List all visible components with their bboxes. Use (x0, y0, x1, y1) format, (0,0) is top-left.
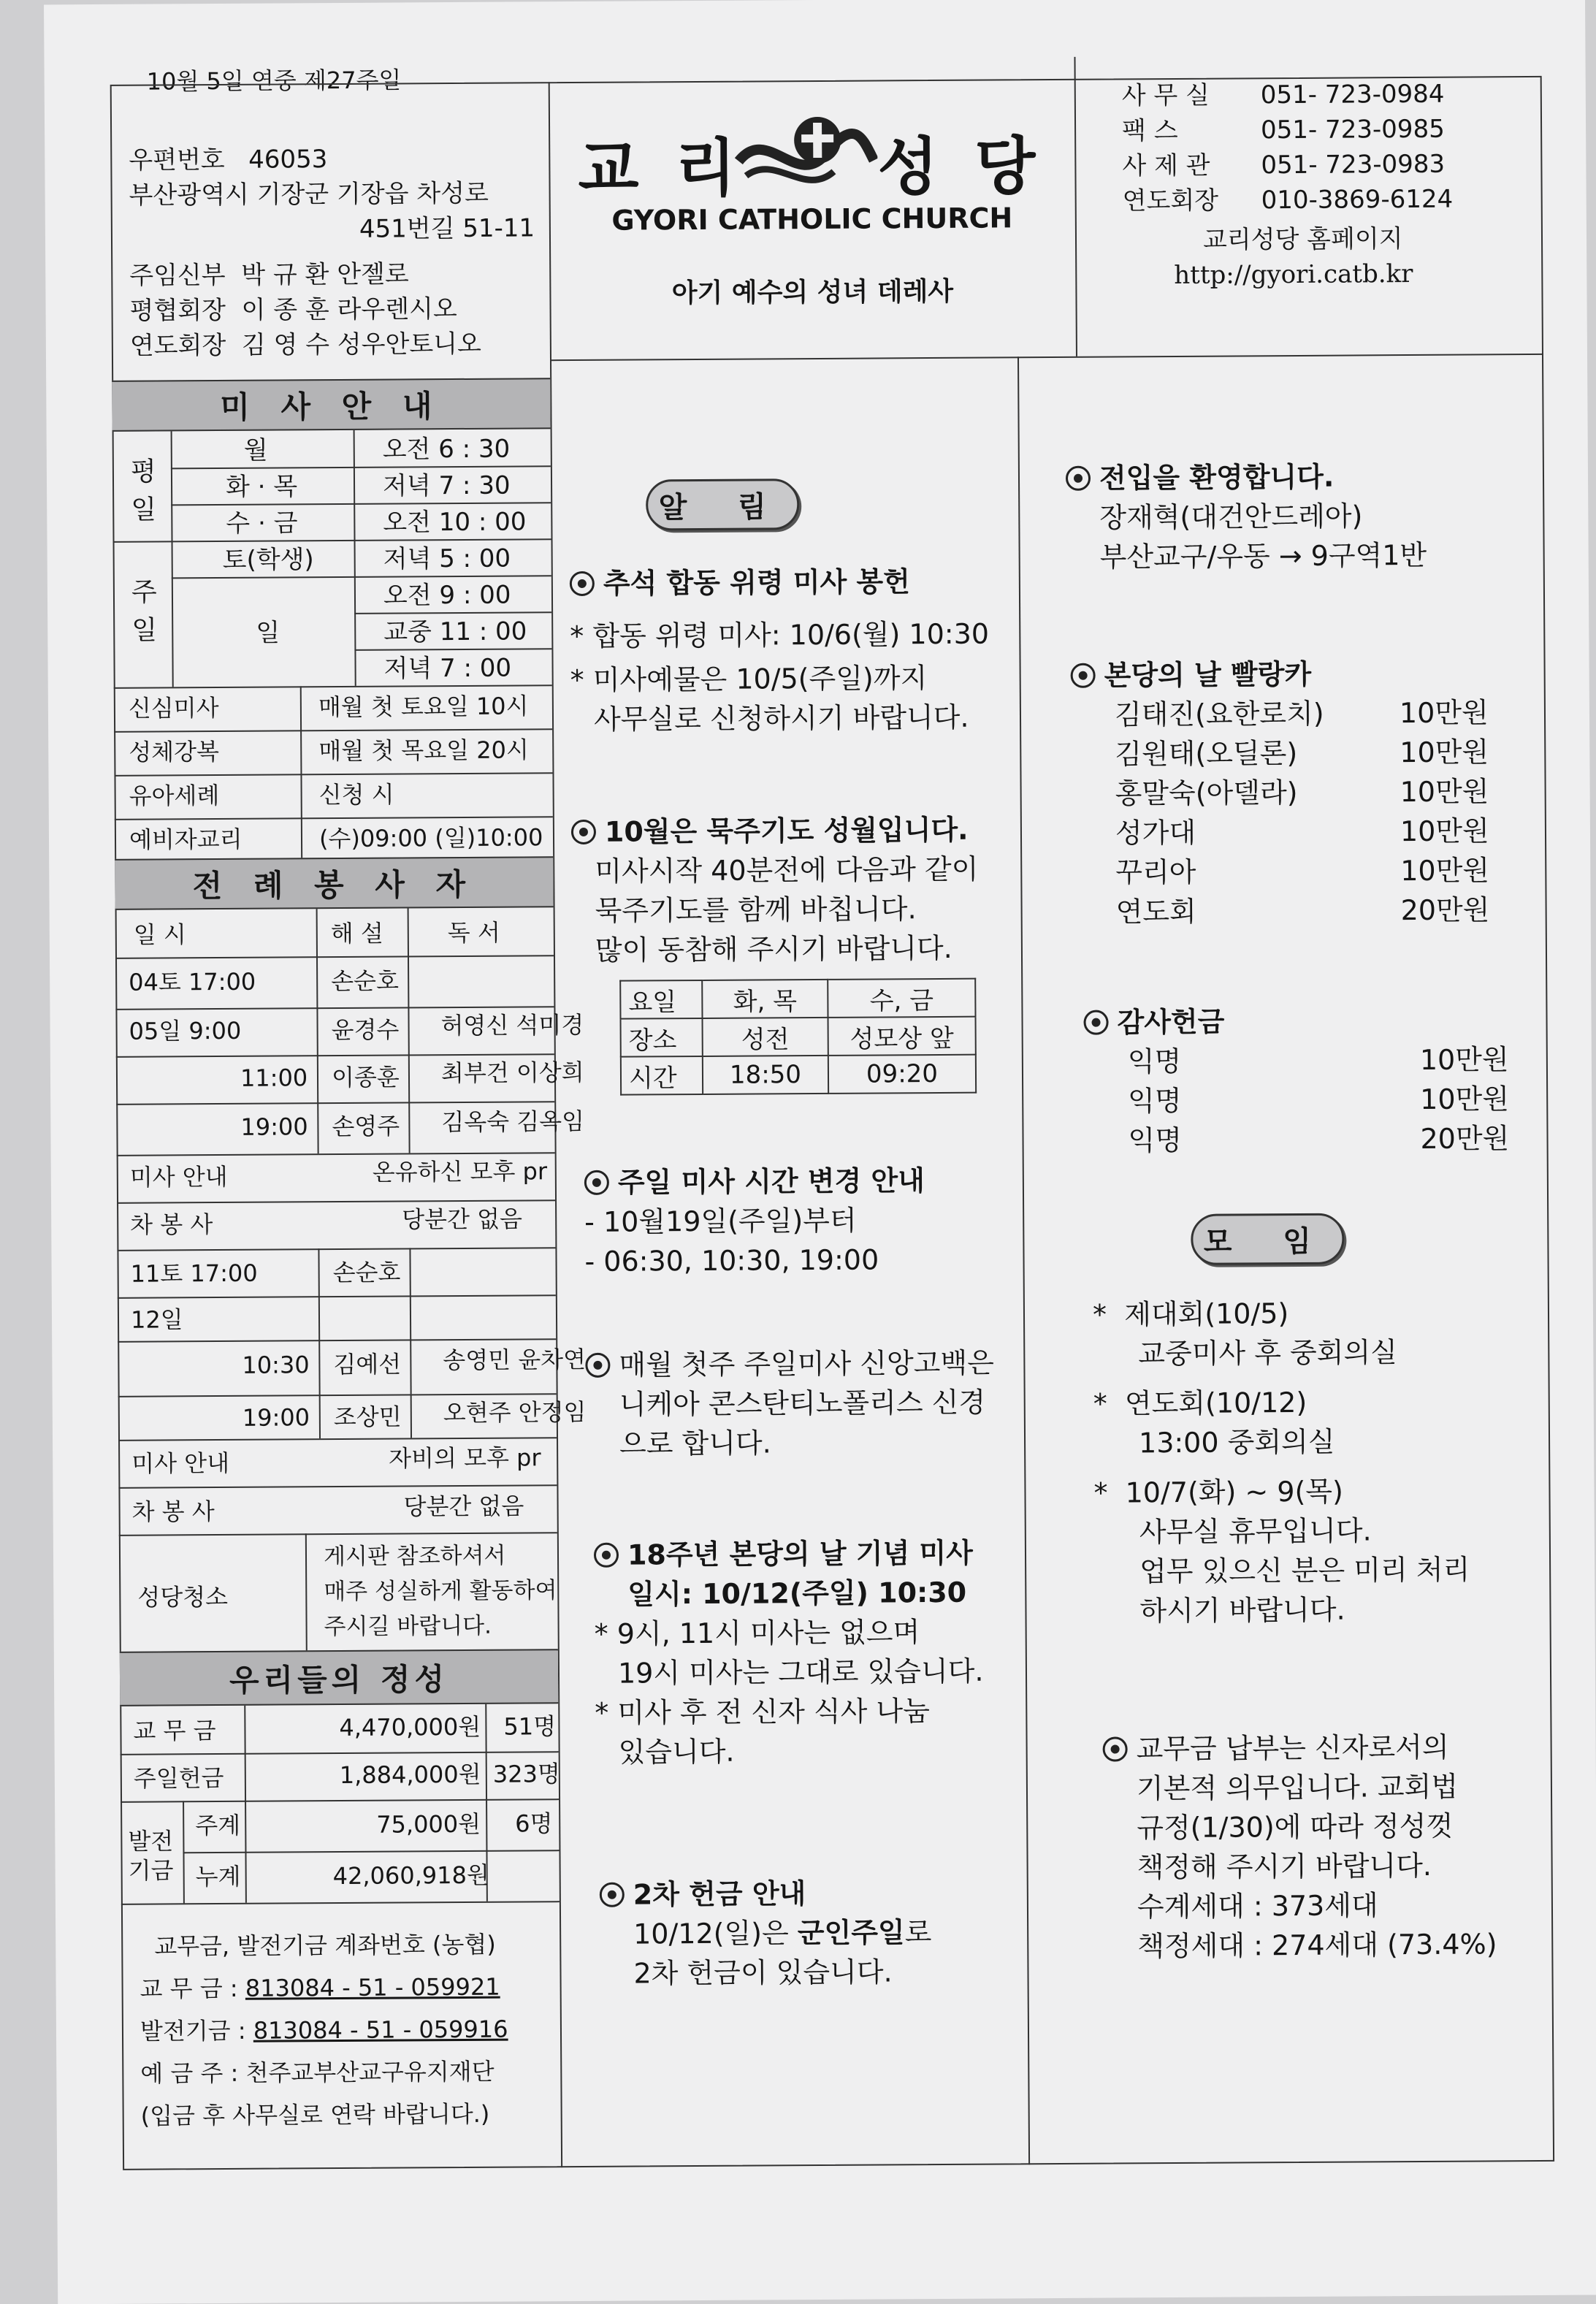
account-number-dues: 813084 - 51 - 059921 (245, 1972, 500, 2002)
homepage-link[interactable]: http://gyori.catb.kr (1174, 259, 1413, 290)
ministers-title: 전 례 봉 사 자 (115, 856, 553, 910)
bullet-icon (571, 820, 596, 844)
bullet-icon (584, 1170, 609, 1195)
thanksgiving-offerings: 감사헌금 익명 10만원 익명 10만원 익명 20만원 (1083, 1000, 1537, 1161)
cleaning-note: 게시판 참조하셔서 매주 성실하게 활동하여 주시길 바랍니다. (323, 1542, 557, 1641)
homepage-label: 교리성당 홈페이지 (1202, 224, 1403, 255)
rosary-schedule-table: 요일 화, 목 수, 금 장소 성전 성모상 앞 시간 18:50 09:20 (619, 978, 977, 1096)
address-block: 우편번호 46053 부산광역시 기장군 기장읍 차성로 451번길 51-11 주임신부 박 규 환 안젤로 평협회장 이 종 훈 라우렌시오 연도회장 김 영 수 성우안토니오 (129, 145, 535, 361)
notice-sunday-time-change: 주일 미사 시간 변경 안내 - 10월19일(주일)부터 - 06:30, 10:30, 19:00 (584, 1164, 925, 1278)
bullet-icon (594, 1543, 619, 1568)
meetings-title: 모 임 (1191, 1213, 1344, 1265)
notice-anniversary-mass: 18주년 본당의 날 기념 미사 일시: 10/12(주일) 10:30 * 9시, 11시 미사는 없으며 19시 미사는 그대로 있습니다. * 미사 후 전 신자 식사 나눔 있습니다. (594, 1536, 984, 1769)
cross-wave-emblem (731, 109, 878, 197)
notice-creed: 매월 첫주 주일미사 신앙고백은 니케아 콘스탄티노폴리스 신경 으로 합니다. (585, 1343, 994, 1464)
offerings-title: 우리들의 정성 (120, 1649, 558, 1706)
date-line: 10월 5일 연중 제27주일 (146, 66, 402, 96)
bullet-icon (1103, 1736, 1128, 1761)
meetings-list: * 제대회(10/5) 교중미사 후 중회의실 * 연도회(10/12) 13:00 중회의실 * 10/7(화) ~ 9(목) 사무실 휴무입니다. 업무 있으신 분은 미리 처리 하시기 바랍니다. (1092, 1297, 1470, 1628)
bullet-icon (1083, 1010, 1108, 1035)
mass-title: 미 사 안 내 (112, 378, 550, 432)
contact-block: 사 무 실 051- 723-0984 팩 스 051- 723-0985 사 제 관 051- 723-0983 연도회장 010-3869-6124 교리성당 홈페이지 http://gyori.catb.kr (1122, 77, 1454, 294)
notice-memorial-mass: 추석 합동 위령 미사 봉헌 * 합동 위령 미사: 10/6(월) 10:30 * 미사예물은 10/5(주일)까지 사무실로 신청하시기 바랍니다. (570, 565, 990, 736)
welcome-newcomers: 전입을 환영합니다. 장재혁(대건안드레아) 부산교구/우동 → 9구역1반 (1066, 457, 1427, 577)
account-number-fund: 813084 - 51 - 059916 (253, 2015, 508, 2045)
notice-second-collection: 2차 헌금 안내 10/12(일)은 군인주일로 2차 헌금이 있습니다. (600, 1873, 932, 1994)
bullet-icon (600, 1883, 625, 1907)
rice-cake-donations: 본당의 날 빨랑카 김태진(요한로치) 10만원 김원태(오딜론) 10만원 홍말숙(아델라) 10만원 성가대 10만원 꾸리아 10만원 연도회 20만원 (1070, 653, 1524, 932)
sunday-label: 주일 (131, 577, 158, 646)
bullet-icon (1071, 663, 1096, 688)
bulletin-page: 10월 5일 연중 제27주일 우편번호 46053 부산광역시 기장군 기장읍 차성로 451번길 51-11 주임신부 박 규 환 안젤로 평협회장 이 종 훈 라우렌시오 연도회장 김 영 수 성우안토니오 교 리 성 당 GYORI CATHOLIC CHURCH 아기 예수의 성녀 데레사 사 무 실 051- 723-0984 팩 스 051- 723-0985 사 제 관 051- 723-0983 연도회장 010-3869-6124 교리성당 홈페이지 http://gyori.catb.kr 미 사 안 내 평일 월 오전 6 : 30 화 · 목 저녁 7 : 30 수 · 금 오전 10 : 00 주일 토(학생) 저녁 5 : 00 일 오전 9 : 00 교중 11 : 00 저녁 7 : 00 신심미사 매월 첫 토요일 10시 성체강복 매월 첫 목요일 20시 유아세례 신청 시 예비자교리 (수)09:00 (일)10:00 전 례 봉 사 자 일 시 해 설 독 서 04토 17:00 손순호 05일 9:00 윤경수 허영신 석미경 11:00 이종훈 최부건 이상희 19:00 손영주 김옥숙 김옥임 미사 안내 온유하신 모후 pr 차 봉 사 당분간 없음 11토 17:00 손순호 12일 10:30 김예선 송영민 윤차연 19:00 조상민 오현주 안정임 미사 안내 자비의 모후 pr 차 봉 사 당분간 없음 성당청소 게시판 참조하셔서 매주 성실하게 활동하여 주시길 바랍니다. 우리들의 정성 교 무 금 4,470,000원 51명 주일헌금 1,884,000원 323명 발전기금 주계 75,000원 6명 누계 42,060,918원 교무금, 발전기금 계좌번호 (농협) 교 무 금 : 813084 - 51 - 059921 발전기금 : 813084 - 51 - 059916 예 금 주 : 천주교부산교구유지재단 (입금 후 사무실로 연락 바랍니다.) 알 림 추석 합동 위령 미사 봉헌 * 합동 위령 미사: 10/6(월) 10:30 * 미사예물은 10/5(주일)까지 사무실로 신청하시기 바랍니다. 10월은 묵주기도 성월입니다. 미사시작 40분전에 다음과 같이 묵주기도를 함께 바칩니다. 많이 동참해 주시기 바랍니다. 요일 화, 목 수, 금 장소 성전 성모상 앞 시간 18:50 09:20 주일 미사 시간 변경 안내 - 10월19일(주일)부터 - 06:30, 10:30, 19:00 매월 첫주 주일미사 신앙고백은 니케아 콘스탄티노폴리스 신경 으로 합니다. 18주년 본당의 날 기념 미사 일시: 10/12(주일) 10:30 * 9시, 11시 미사는 없으며 19시 미사는 그대로 있습니다. * 미사 후 전 신자 식사 나눔 있습니다. 2차 헌금 안내 10/12(일)은 군인주일로 2차 헌금이 있습니다. 전입을 환영합니다. 장재혁(대건안드레아) 부산교구/우동 → 9구역1반 본당의 날 빨랑카 김태진(요한로치) 10만원 김원태(오딜론) 10만원 홍말숙(아델라) 10만원 성가대 10만원 꾸리아 10만원 연도회 20만원 감사헌금 익명 10만원 익명 10만원 익명 20만원 모 임 * 제대회(10/5) 교중미사 후 중회의실 * 연도회(10/12) 13:00 중회의실 * 10/7(화) ~ 9(목) 사무실 휴무입니다. 업무 있으신 분은 미리 처리 하시기 바랍니다. 교무금 납부는 신자로서의 기본적 의무입니다. 교회법 규정(1/30)에 따라 정성껏 책정해 주시기 바랍니다. 수계세대 : 373세대 책정세대 : 274세대 (73.4%) (44, 0, 1596, 2304)
bullet-icon (1066, 466, 1091, 491)
bullet-icon (585, 1353, 610, 1378)
notice-title: 알 림 (646, 478, 799, 530)
account-block: 교무금, 발전기금 계좌번호 (농협) 교 무 금 : 813084 - 51 - 059921 발전기금 : 813084 - 51 - 059916 예 금 주 : 천주교부산교구유지재단 (입금 후 사무실로 연락 바랍니다.) (140, 1930, 508, 2130)
weekday-label: 평일 (130, 457, 157, 525)
church-logo: 교 리 성 당 GYORI CATHOLIC CHURCH 아기 예수의 성녀 데레사 (556, 108, 1069, 310)
bullet-icon (570, 571, 595, 596)
church-dues-notice: 교무금 납부는 신자로서의 기본적 의무입니다. 교회법 규정(1/30)에 따라 정성껏 책정해 주시기 바랍니다. 수계세대 : 373세대 책정세대 : 274세대 (73.4%) (1102, 1727, 1497, 1966)
notice-rosary-month: 10월은 묵주기도 성월입니다. 미사시작 40분전에 다음과 같이 묵주기도를 함께 바칩니다. 많이 동참해 주시기 바랍니다. (571, 810, 979, 970)
